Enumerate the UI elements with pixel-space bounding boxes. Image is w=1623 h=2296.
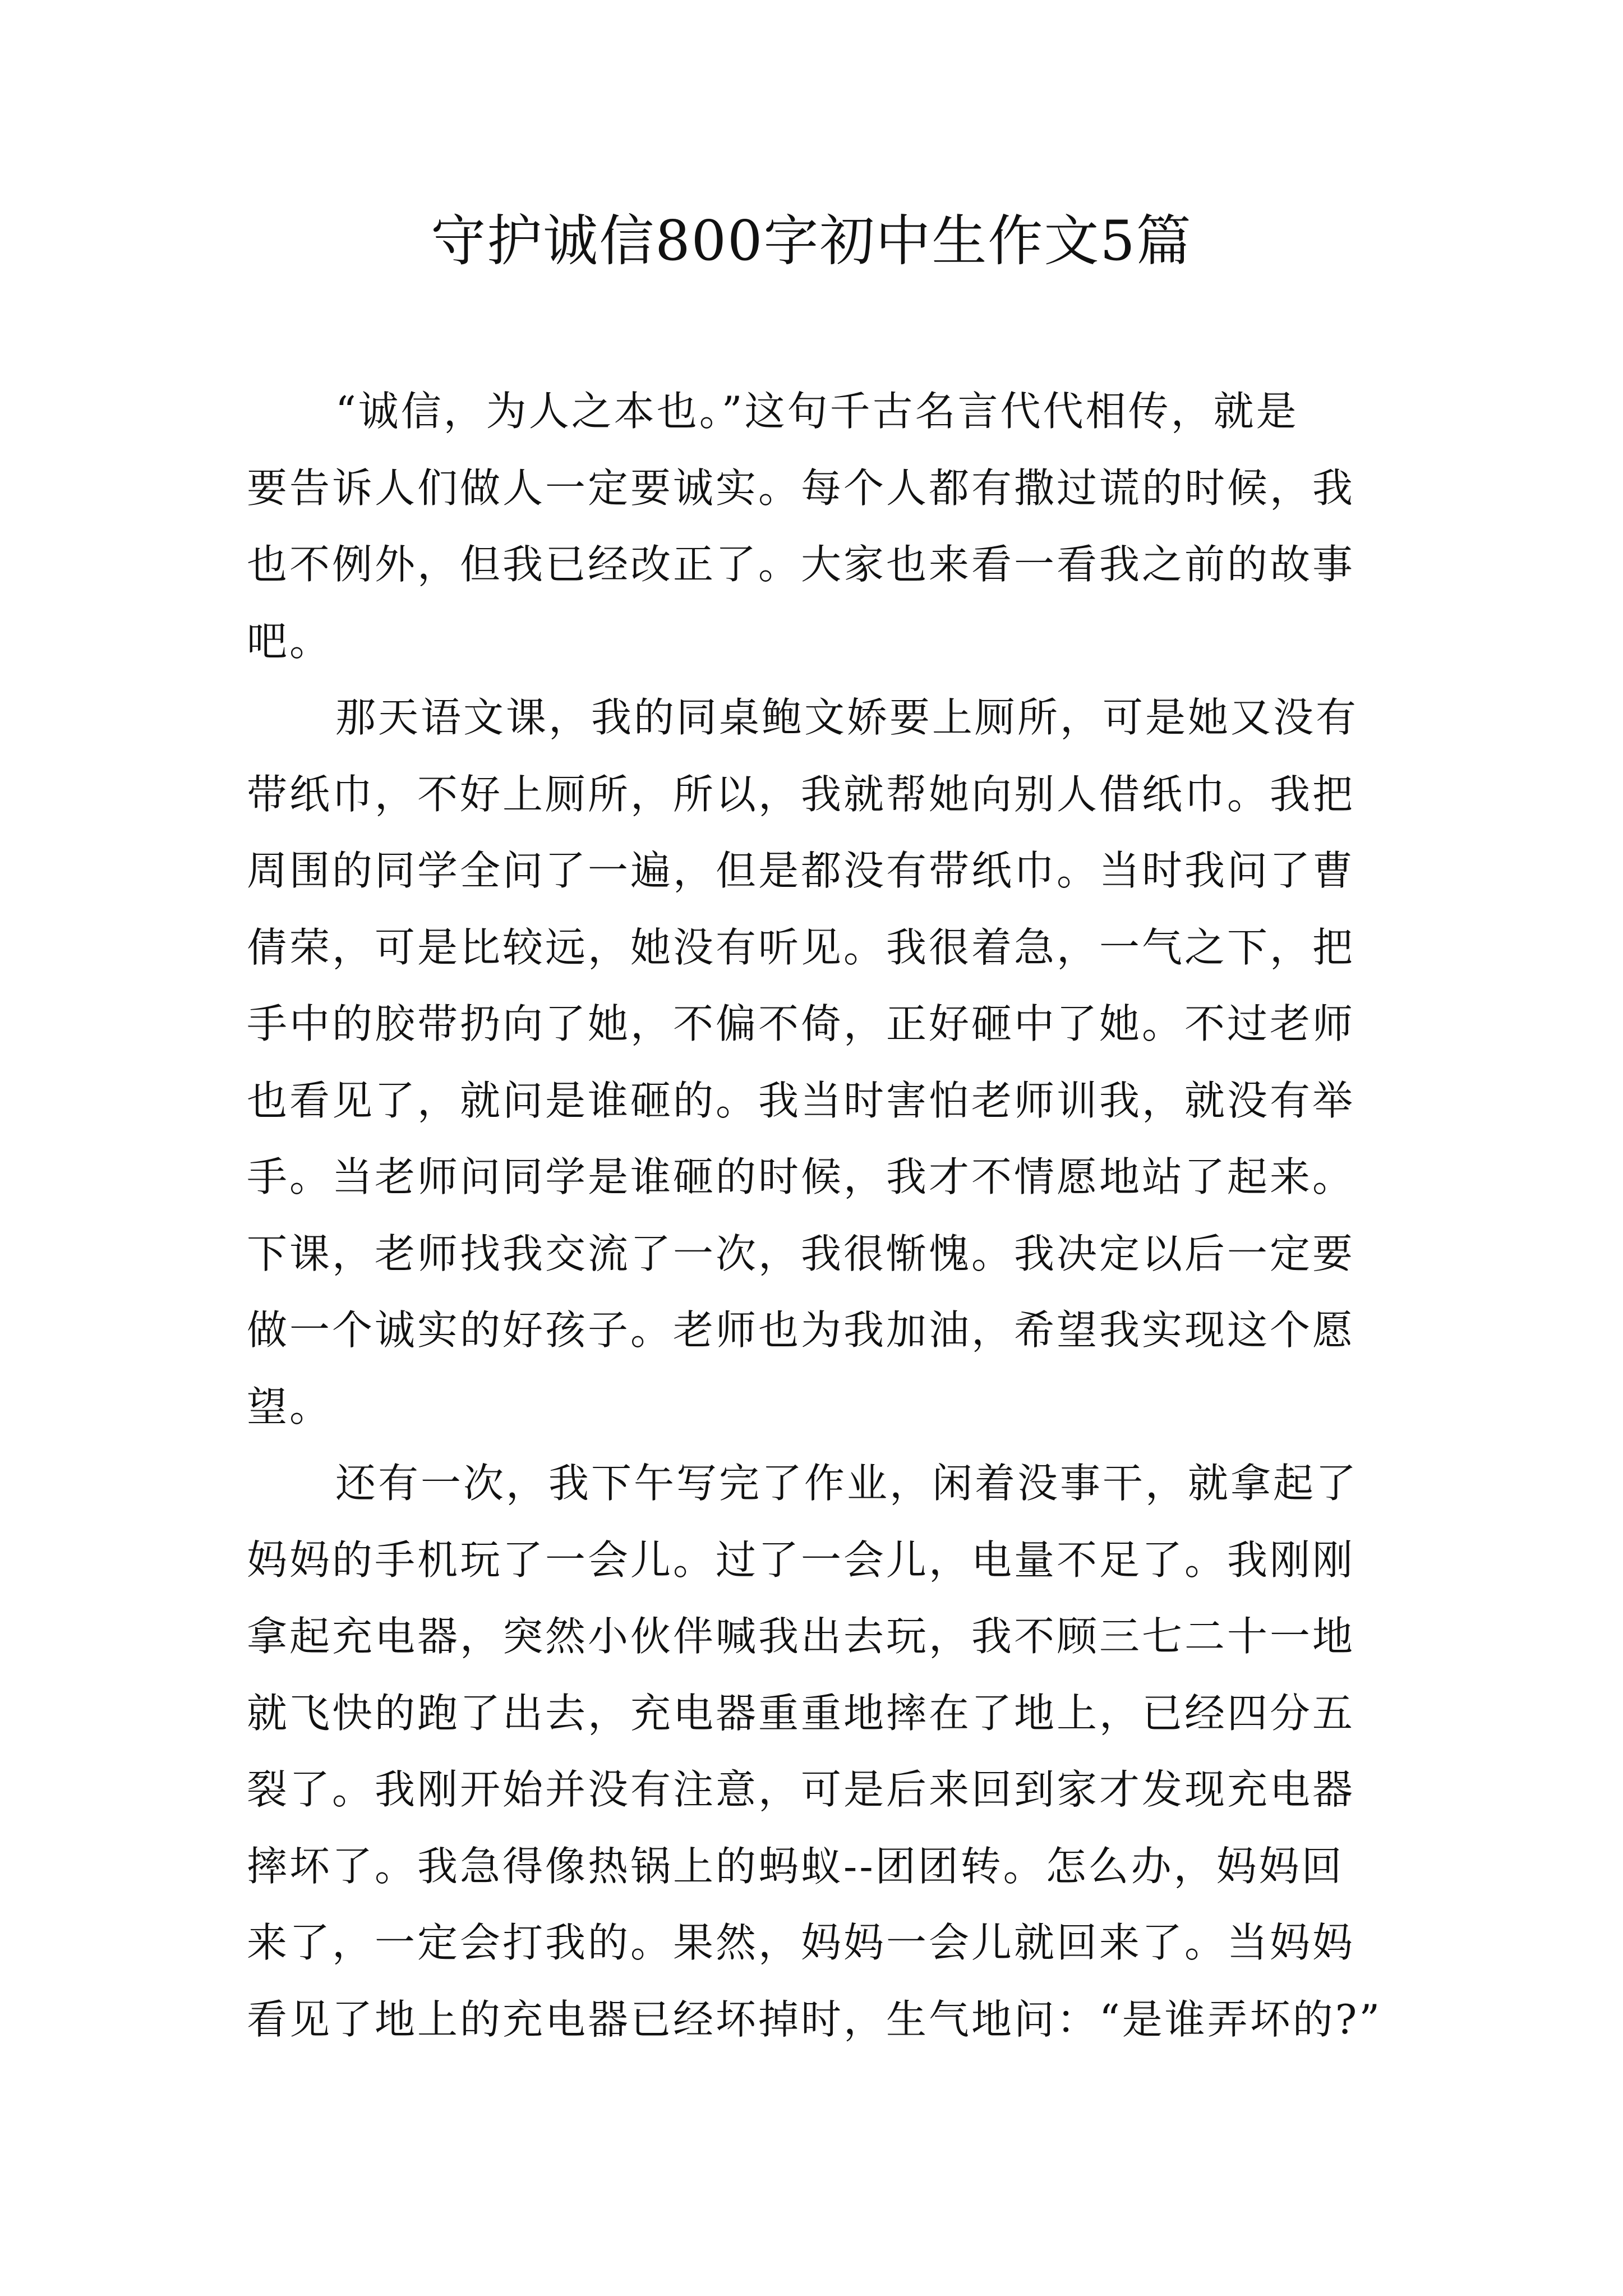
text-line: 也看见了，就问是谁砸的。我当时害怕老师训我，就没有举 (247, 1076, 1355, 1124)
text-line: 看见了地上的充电器已经坏掉时，生气地问：“是谁弄坏的?” (247, 1995, 1382, 2043)
text-line: 吧。 (247, 617, 333, 665)
text-line: 下课，老师找我交流了一次，我很惭愧。我决定以后一定要 (247, 1230, 1355, 1277)
text-line: 周围的同学全问了一遍，但是都没有带纸巾。当时我问了曹 (247, 847, 1355, 894)
text-line: 拿起充电器，突然小伙伴喊我出去玩，我不顾三七二十一地 (247, 1613, 1355, 1660)
text-line: 手中的胶带扔向了她，不偏不倚，正好砸中了她。不过老师 (247, 1000, 1355, 1047)
text-line: 摔坏了。我急得像热锅上的蚂蚁--团团转。怎么办，妈妈回 (247, 1842, 1344, 1890)
text-line: 裂了。我刚开始并没有注意，可是后来回到家才发现充电器 (247, 1766, 1355, 1813)
text-line: 还有一次，我下午写完了作业，闲着没事干，就拿起了 (335, 1460, 1359, 1507)
text-line: 望。 (247, 1383, 333, 1430)
text-line: 就飞快的跑了出去，充电器重重地摔在了地上，已经四分五 (247, 1689, 1355, 1737)
document-title: 守护诚信800字初中生作文5篇 (431, 209, 1192, 273)
text-line: 也不例外，但我已经改正了。大家也来看一看我之前的故事 (247, 541, 1355, 588)
text-line: 倩荣，可是比较远，她没有听见。我很着急，一气之下，把 (247, 923, 1355, 971)
text-line: 带纸巾，不好上厕所，所以，我就帮她向别人借纸巾。我把 (247, 770, 1355, 818)
text-line: 手。当老师问同学是谁砸的时候，我才不情愿地站了起来。 (247, 1153, 1355, 1200)
text-line: 要告诉人们做人一定要诚实。每个人都有撒过谎的时候，我 (247, 464, 1355, 512)
text-line: “诚信，为人之本也。”这句千古名言代代相传，就是 (335, 388, 1299, 435)
text-line: 妈妈的手机玩了一会儿。过了一会儿，电量不足了。我刚刚 (247, 1536, 1355, 1584)
paragraph-3 (247, 1445, 1385, 2058)
paragraph-2 (247, 679, 1385, 1445)
document-body (247, 373, 1385, 2058)
text-line: 做一个诚实的好孩子。老师也为我加油，希望我实现这个愿 (247, 1306, 1355, 1354)
text-line: 来了，一定会打我的。果然，妈妈一会儿就回来了。当妈妈 (247, 1919, 1355, 1966)
paragraph-1 (247, 373, 1385, 679)
text-line: 那天语文课，我的同桌鲍文娇要上厕所，可是她又没有 (335, 694, 1359, 741)
